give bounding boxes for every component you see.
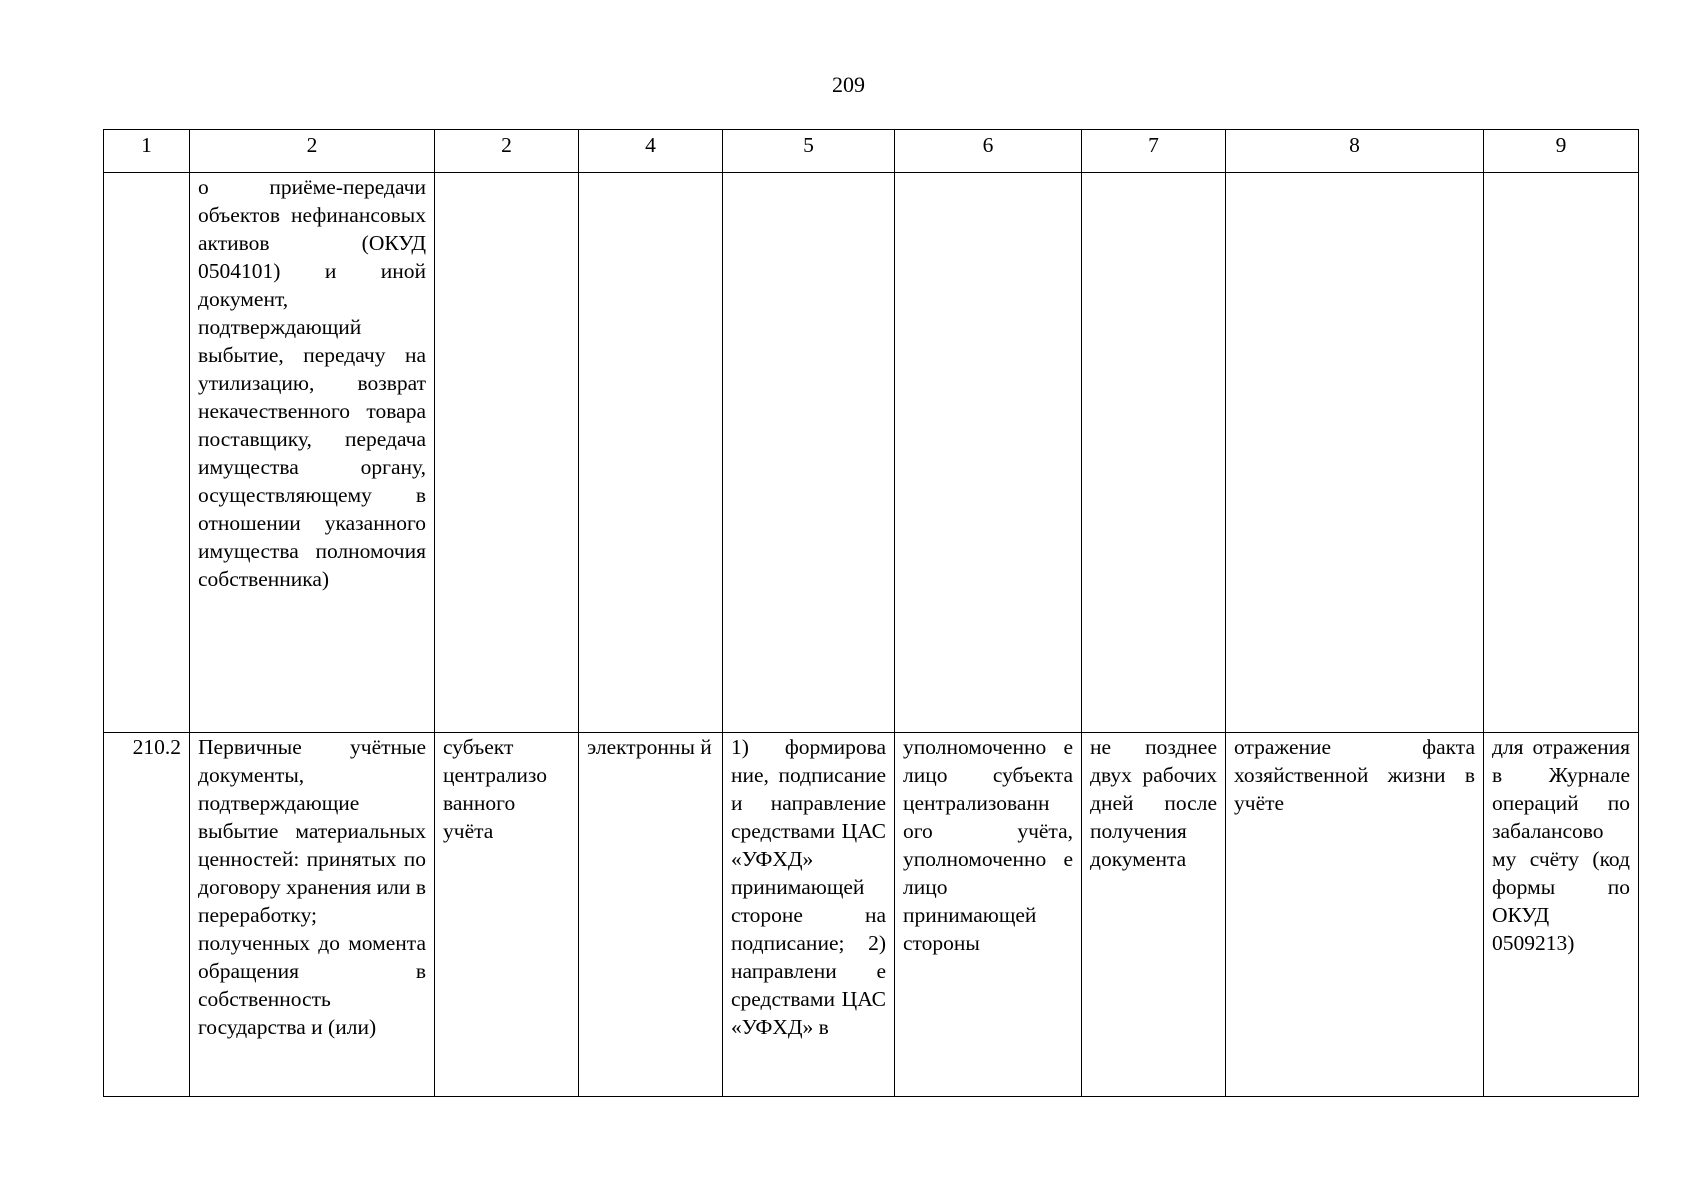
header-cell: 2: [435, 130, 579, 173]
table-cell: [579, 173, 723, 733]
document-table: [103, 129, 1639, 1097]
table-cell: отражение факта хозяйственной жизни в учёте: [1226, 733, 1484, 1097]
table-cell: [1082, 173, 1226, 733]
table-cell: [435, 173, 579, 733]
table-cell: субъект централизо ванного учёта: [435, 733, 579, 1097]
header-cell: 6: [895, 130, 1082, 173]
table-cell: 210.2: [104, 733, 190, 1097]
header-cell: 9: [1484, 130, 1639, 173]
table-cell: Первичные учётные документы, подтверждающие выбытие материальных ценностей: принятых по договору хранения или в переработку; полученных до момента обращения в собственность государства и (или): [190, 733, 435, 1097]
table-cell: 1) формирова ние, подписание и направление средствами ЦАС «УФХД» принимающей стороне на подписание; 2) направлени е средствами ЦАС «УФХД» в: [723, 733, 895, 1097]
table-cell: электронны й: [579, 733, 723, 1097]
table-row: [104, 733, 1639, 1097]
table-cell: о приёме-передачи объектов нефинансовых активов (ОКУД 0504101) и иной документ, подтверждающий выбытие, передачу на утилизацию, возврат некачественного товара поставщику, передача имущества органу, осуществляющему в отношении указанного имущества полномочия собственника): [190, 173, 435, 733]
header-cell: 7: [1082, 130, 1226, 173]
page-number: 209: [832, 72, 865, 97]
header-cell: 4: [579, 130, 723, 173]
table-row: [104, 173, 1639, 733]
header-cell: 8: [1226, 130, 1484, 173]
table-cell: [104, 173, 190, 733]
table-cell: для отражения в Журнале операций по забалансово му счёту (код формы по ОКУД 0509213): [1484, 733, 1639, 1097]
table-cell: не позднее двух рабочих дней после получения документа: [1082, 733, 1226, 1097]
header-cell: 2: [190, 130, 435, 173]
table-cell: [1226, 173, 1484, 733]
table-cell: уполномоченно е лицо субъекта централизованн ого учёта, уполномоченно е лицо принимающей стороны: [895, 733, 1082, 1097]
header-cell: 5: [723, 130, 895, 173]
table-cell: [895, 173, 1082, 733]
table-header-row: [104, 130, 1639, 173]
table-cell: [1484, 173, 1639, 733]
header-cell: 1: [104, 130, 190, 173]
table-cell: [723, 173, 895, 733]
